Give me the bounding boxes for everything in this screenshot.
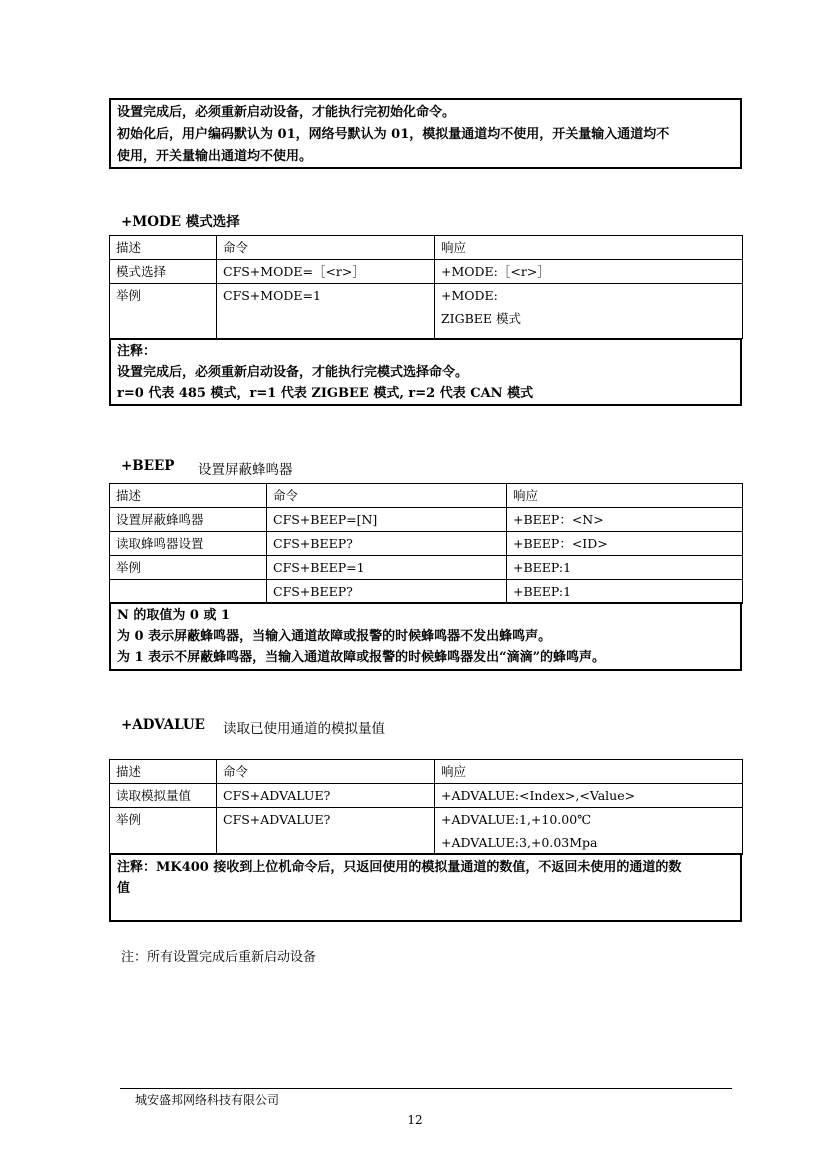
advalue-heading-cmd: +ADVALUE <box>121 717 205 733</box>
advalue-command-table <box>109 759 743 855</box>
table-row <box>110 532 743 556</box>
row-resp: +BEEP:1 <box>507 556 743 580</box>
table-row <box>110 260 743 284</box>
mode-notes-line-1: 设置完成后，必须重新启动设备，才能执行完模式选择命令。 <box>117 365 469 380</box>
row-desc: 读取蜂鸣器设置 <box>110 532 267 556</box>
row-desc: 举例 <box>110 556 267 580</box>
mode-command-table <box>109 235 743 339</box>
header-desc: 描述 <box>110 236 217 260</box>
table-row <box>110 784 743 808</box>
table-row <box>110 284 743 339</box>
beep-notes-line-2: 为 0 表示屏蔽蜂鸣器，当输入通道故障或报警的时候蜂鸣器不发出蜂鸣声。 <box>117 629 552 644</box>
row-resp: +BEEP：<N> <box>507 508 743 532</box>
table-row <box>110 556 743 580</box>
closing-note: 注：所有设置完成后重新启动设备 <box>121 950 317 965</box>
beep-notes-box <box>109 602 742 671</box>
row-desc <box>110 580 267 604</box>
header-cmd: 命令 <box>267 484 507 508</box>
row-resp: +ADVALUE:<Index>,<Value> <box>435 784 743 808</box>
row-cmd: CFS+ADVALUE? <box>217 808 435 855</box>
beep-heading-cmd: +BEEP <box>121 458 175 474</box>
row-resp <box>435 808 743 855</box>
row-desc: 举例 <box>110 284 217 339</box>
row-cmd: CFS+BEEP=1 <box>267 556 507 580</box>
row-cmd: CFS+BEEP? <box>267 580 507 604</box>
resp-line-2: +ADVALUE:3,+0.03Mpa <box>441 835 598 850</box>
table-header-row <box>110 484 743 508</box>
beep-command-table <box>109 483 743 604</box>
page-number: 12 <box>407 1113 423 1127</box>
header-desc: 描述 <box>110 484 267 508</box>
advalue-heading-desc: 读取已使用通道的模拟量值 <box>223 721 385 737</box>
advalue-notes-box <box>109 853 742 922</box>
resp-line-2: ZIGBEE 模式 <box>441 311 522 326</box>
row-desc: 读取模拟量值 <box>110 784 217 808</box>
beep-notes-line-3: 为 1 表示不屏蔽蜂鸣器，当输入通道故障或报警的时候蜂鸣器发出“滴滴”的蜂鸣声。 <box>117 650 606 665</box>
table-header-row <box>110 236 743 260</box>
intro-note-line-2: 初始化后，用户编码默认为 01，网络号默认为 01，模拟量通道均不使用，开关量输入通道均不 <box>117 127 670 142</box>
row-cmd: CFS+BEEP? <box>267 532 507 556</box>
row-resp: +BEEP：<ID> <box>507 532 743 556</box>
beep-notes-line-1: N 的取值为 0 或 1 <box>117 608 231 623</box>
header-cmd: 命令 <box>217 236 435 260</box>
advalue-notes-line-1: 注释：MK400 接收到上位机命令后，只返回使用的模拟量通道的数值，不返回未使用的通道的数 <box>117 860 682 875</box>
row-desc: 举例 <box>110 808 217 855</box>
beep-heading-desc: 设置屏蔽蜂鸣器 <box>198 462 293 478</box>
row-cmd: CFS+BEEP=[N] <box>267 508 507 532</box>
table-row <box>110 580 743 604</box>
mode-notes-title: 注释： <box>117 344 157 359</box>
mode-notes-box <box>109 338 742 406</box>
mode-heading: +MODE 模式选择 <box>121 214 240 230</box>
table-row <box>110 808 743 855</box>
header-resp: 响应 <box>435 236 743 260</box>
row-desc: 模式选择 <box>110 260 217 284</box>
row-cmd: CFS+MODE=1 <box>217 284 435 339</box>
table-header-row <box>110 760 743 784</box>
row-cmd: CFS+ADVALUE? <box>217 784 435 808</box>
row-desc: 设置屏蔽蜂鸣器 <box>110 508 267 532</box>
header-cmd: 命令 <box>217 760 435 784</box>
footer-divider <box>120 1088 732 1089</box>
header-desc: 描述 <box>110 760 217 784</box>
intro-note-box <box>109 98 742 169</box>
header-resp: 响应 <box>435 760 743 784</box>
mode-notes-line-2: r=0 代表 485 模式，r=1 代表 ZIGBEE 模式, r=2 代表 CAN 模式 <box>117 386 534 401</box>
row-cmd: CFS+MODE=［<r>］ <box>217 260 435 284</box>
advalue-notes-line-2: 值 <box>117 881 131 896</box>
header-resp: 响应 <box>507 484 743 508</box>
table-row <box>110 508 743 532</box>
resp-line-1: +ADVALUE:1,+10.00℃ <box>441 812 592 827</box>
footer-company: 城安盛邦网络科技有限公司 <box>135 1093 280 1107</box>
intro-note-line-3: 使用，开关量输出通道均不使用。 <box>117 149 313 164</box>
row-resp <box>435 284 743 339</box>
row-resp: +MODE:［<r>］ <box>435 260 743 284</box>
resp-line-1: +MODE: <box>441 288 498 303</box>
row-resp: +BEEP:1 <box>507 580 743 604</box>
intro-note-line-1: 设置完成后，必须重新启动设备，才能执行完初始化命令。 <box>117 105 456 120</box>
